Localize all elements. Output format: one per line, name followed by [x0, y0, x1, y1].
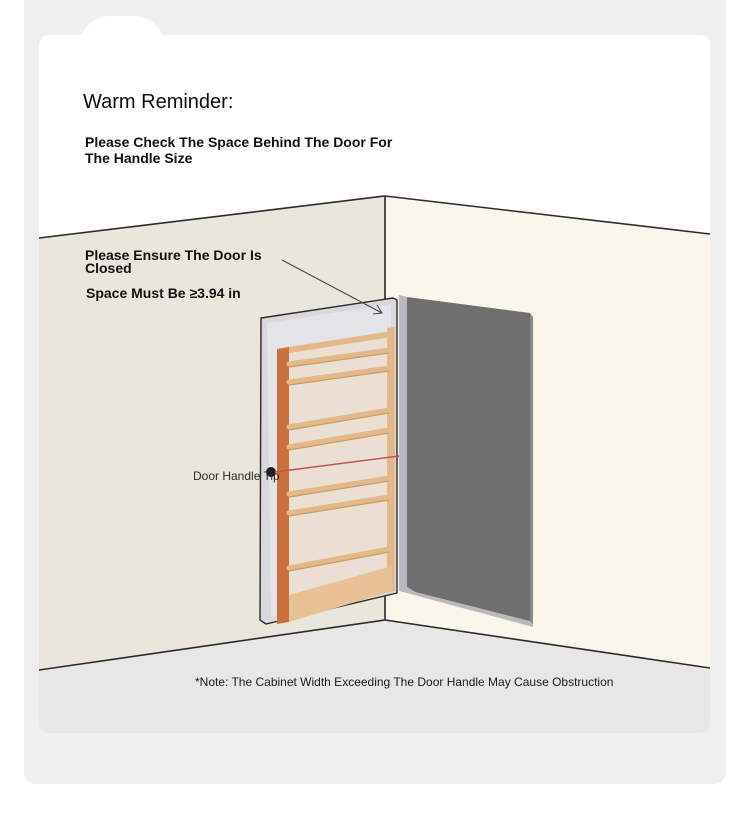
space-requirement-annotation: Space Must Be ≥3.94 in	[86, 285, 241, 301]
illustration-card	[39, 35, 710, 733]
reminder-title: Warm Reminder:	[83, 91, 234, 113]
cabinet	[277, 327, 395, 624]
footnote: *Note: The Cabinet Width Exceeding The Door Handle May Cause Obstruction	[195, 675, 614, 689]
door-handle-label: Door Handle Tip	[193, 469, 280, 483]
reminder-subtitle: Please Check The Space Behind The Door For The Handle Size	[85, 134, 393, 166]
cabinet-left-side	[277, 347, 289, 624]
door-closed-annotation: Please Ensure The Door Is Closed	[85, 247, 262, 276]
door-opening	[407, 297, 533, 622]
opening-right-edge	[530, 313, 533, 625]
